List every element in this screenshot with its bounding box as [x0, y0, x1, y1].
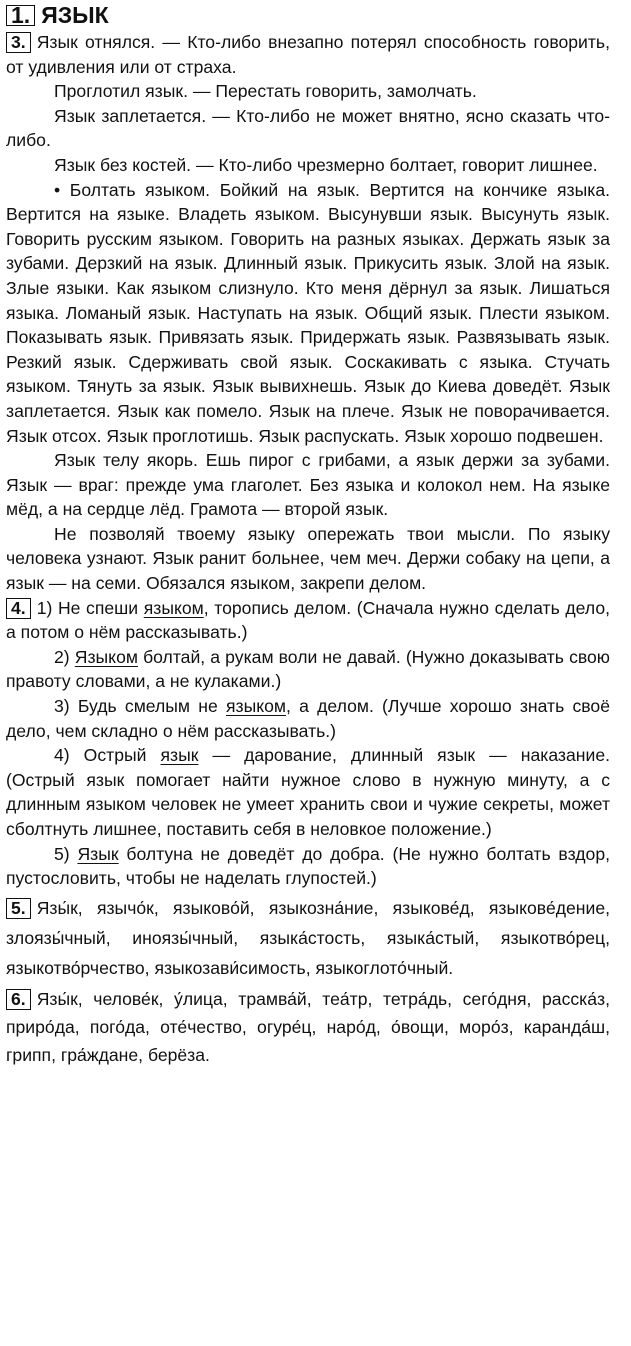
s3-paragraph-3: Язык заплетается. — Кто-либо не может внятно, ясно сказать что-либо. — [6, 105, 610, 151]
s4-item-3 — [6, 694, 610, 743]
s4-item-2 — [6, 645, 610, 694]
s4-item-2-underlined: Языком — [74, 646, 138, 667]
s3-paragraph-2: Проглотил язык. — Перестать говорить, замолчать. — [54, 81, 477, 102]
s4-item-4-a: 4) Острый — [54, 745, 161, 766]
s4-item-2-b: болтай, а рукам воли не давай. (Нужно доказывать свою правоту словами, а не кулаками.) — [6, 646, 610, 692]
s4-item-5-underlined: Язык — [77, 843, 119, 864]
s4-item-1 — [6, 596, 610, 645]
s6-text: Язы́к, челове́к, у́лица, трамва́й, теа́тр, тетра́дь, сего́дня, расска́з, приро́да, пого́да, оте́чество, огуре́ц, наро́д, о́вощи, моро́з, каранда́ш, грипп, гра́ждане, берёза. — [6, 988, 610, 1065]
s3-paragraph-1 — [6, 30, 610, 79]
s4-item-1-underlined: языком — [143, 597, 204, 618]
s4-item-5 — [6, 842, 610, 891]
section-title: ЯЗЫК — [41, 2, 109, 28]
s4-item-4-underlined: язык — [160, 745, 199, 766]
section-number-1: 1. — [6, 5, 35, 26]
s3-proverbs-2: Не позволяй твоему языку опережать твои мысли. По языку человека узнают. Язык ранит больнее, чем меч. Держи собаку на цепи, а язык — на семи. Обязался языком, закрепи делом. — [6, 523, 610, 594]
section-number-3: 3. — [6, 32, 31, 53]
s4-item-3-b: , а делом. (Лучше хорошо знать своё дело, чем складно о нём рассказывать.) — [6, 696, 610, 741]
s5-text: Язы́к, язычо́к, языково́й, языкозна́ние, языкове́д, языкове́дение, злоязы́чный, иноязы́чный, языка́стость, языка́стый, языкотво́рец, языкотво́рчество, языкозави́симость, языкоглото́чный. — [6, 897, 610, 978]
s5-word-family — [6, 893, 610, 983]
section-number-6: 6. — [6, 989, 31, 1010]
s4-item-2-a: 2) — [54, 646, 75, 667]
s4-item-4 — [6, 743, 610, 841]
section-number-5: 5. — [6, 898, 31, 919]
s4-item-4-b: — дарование, длинный язык — наказание. (Острый язык помогает найти нужное слово в нужную минуту, а с длинным языком человек не умеет хранить свои и чужие секреты, может сболтнуть лишнее, поставить себя в неловкое положение.) — [6, 745, 610, 839]
s6-word-list — [6, 985, 610, 1069]
s4-item-3-underlined: языком — [225, 696, 286, 717]
s4-item-5-a: 5) — [54, 843, 78, 864]
s3-proverbs-1: Язык телу якорь. Ешь пирог с грибами, а язык держи за зубами. Язык — враг: прежде ума глаголет. Без языка и колокол нем. На языке мёд, а на сердце лёд. Грамота — второй язык. — [6, 450, 610, 520]
s4-item-1-a: 1) Не спеши — [36, 597, 144, 618]
s3-idioms-list: • Болтать языком. Бойкий на язык. Вертится на кончике языка. Вертится на языке. Владеть языком. Высунувши язык. Высунуть язык. Говорить русским языком. Говорить на разных языках. Держать язык за зубами. Дерзкий на язык. Длинный язык. Прикусить язык. Злой на язык. Злые языки. Как языком слизнуло. Кто меня дёрнул за язык. Лишаться языка. Ломаный язык. Наступать на язык. Общий язык. Плести языком. Показывать язык. Привязать язык. Придержать язык. Развязывать язык. Резкий язык. Сдерживать свой язык. Соскакивать с языка. Стучать языком. Тянуть за язык. Язык вывихнешь. Язык до Киева доведёт. Язык заплетается. Язык как помело. Язык на плече. Язык не поворачивается. Язык отсох. Язык проглотишь. Язык распускать. Язык хорошо подвешен. — [6, 179, 610, 446]
section-1-heading — [6, 2, 610, 28]
s4-item-1-b: , торопись делом. (Сначала нужно сделать дело, а потом о нём рассказывать.) — [6, 597, 610, 643]
page — [6, 2, 610, 1069]
s4-item-5-b: болтуна не доведёт до добра. (Не нужно болтать вздор, пустословить, чтобы не наделать глупостей.) — [6, 843, 610, 889]
s3-p1-text: Язык отнялся. — Кто-либо внезапно потерял способность говорить, от удивления или от страха. — [6, 32, 610, 77]
s3-paragraph-4: Язык без костей. — Кто-либо чрезмерно болтает, говорит лишнее. — [54, 154, 598, 175]
s4-item-3-a: 3) Будь смелым не — [54, 696, 226, 717]
section-number-4: 4. — [6, 598, 31, 619]
